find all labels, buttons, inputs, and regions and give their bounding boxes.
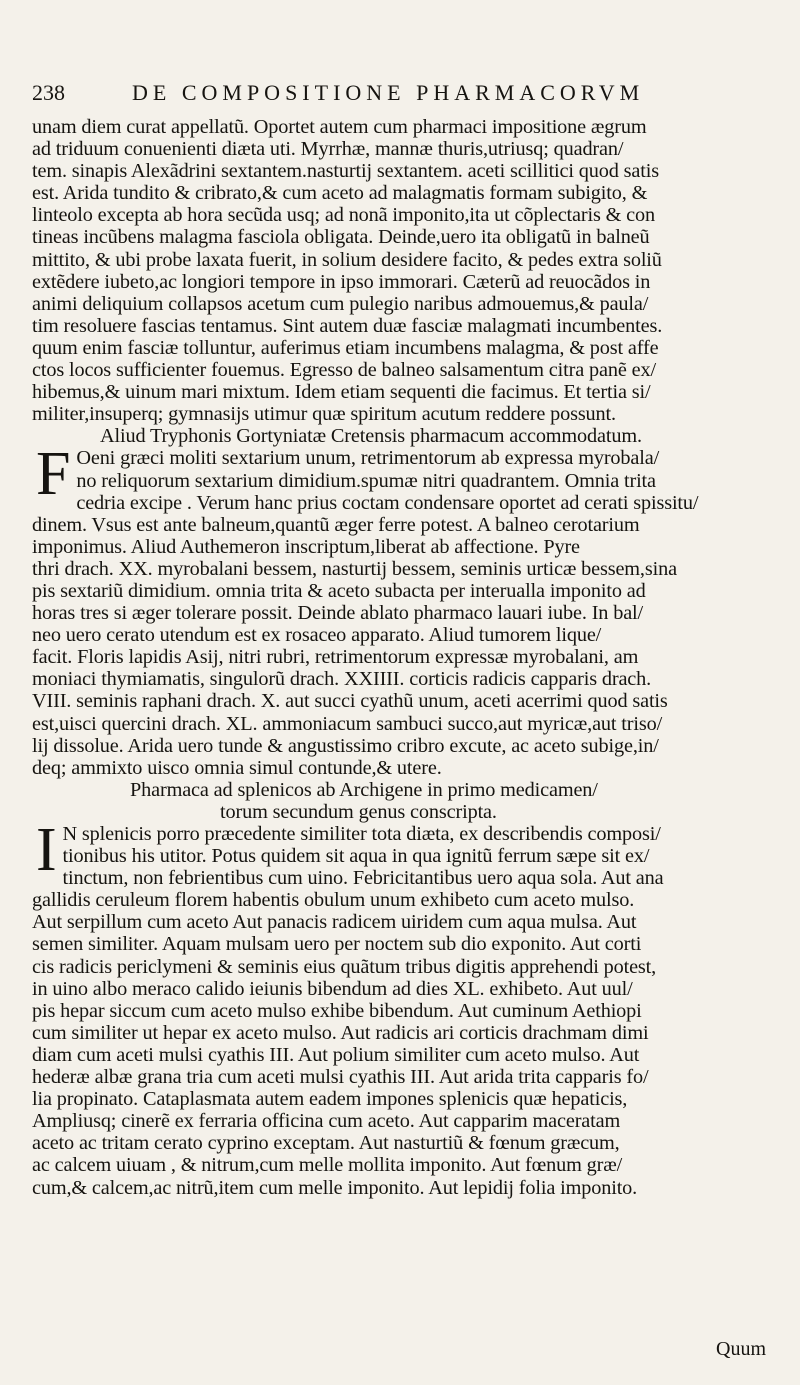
text-line: cis radicis periclymeni & seminis eius quãtum tribus digitis apprehendi potest, — [32, 955, 657, 978]
text-line: thri drach. XX. myrobalani bessem, nasturtij bessem, seminis urticæ bessem,sina — [32, 557, 677, 580]
text-line: N splenicis porro præcedente similiter tota diæta, ex describendis composi/ — [62, 823, 661, 845]
text-line: linteolo excepta ab hora secũda usq; ad nonã imponito,ita ut cõplectaris & con — [32, 204, 656, 227]
paragraph-splenic-remedies — [32, 867, 770, 1198]
text-line: Oeni græci moliti sextarium unum, retrimentorum ab expressa myrobala/ — [76, 447, 660, 470]
text-line: est,uisci quercini drach. XL. ammoniacum sambuci succo,aut myricæ,aut triso/ — [32, 712, 663, 735]
page-number: 238 — [32, 80, 65, 105]
text-line: pis sextariũ dimidium. omnia trita & aceto subacta per interualla imponito ad — [32, 579, 646, 602]
text-line: ac calcem uiuam , & nitrum,cum melle mollita imponito. Aut fœnum græ/ — [32, 1154, 623, 1177]
text-line: deq; ammixto uisco omnia simul contunde,& utere. — [32, 756, 442, 779]
text-line: pis hepar siccum cum aceto mulso exhibe bibendum. Aut cuminum Aethiopi — [32, 999, 642, 1022]
text-line: lij dissolue. Arida uero tunde & angustissimo cribro excute, ac aceto subige,in/ — [32, 734, 659, 757]
catchword: Quum — [716, 1338, 766, 1360]
text-line: militer,insuperq; gymnasijs utimur quæ spiritum acutum reddere possunt. — [32, 403, 616, 426]
text-line: horas tres si æger tolerare possit. Deinde ablato pharmaco lauari iube. In bal/ — [32, 602, 644, 625]
text-line: VIII. seminis raphani drach. X. aut succi cyathũ unum, aceti acerrimi quod satis — [32, 690, 668, 713]
section-heading-archigenes: Pharmaca ad splenicos ab Archigene in primo medicamen/ — [130, 778, 598, 801]
running-head — [32, 80, 770, 106]
text-line: animi deliquium collapsos acetum cum pulegio naribus admouemus,& paula/ — [32, 292, 649, 315]
text-line: cum,& calcem,ac nitrũ,item cum melle imponito. Aut lepidij folia imponito. — [32, 1176, 638, 1199]
text-line: cum similiter ut hepar ex aceto mulso. Aut radicis ari corticis drachmam dimi — [32, 1021, 649, 1044]
text-line: diam cum aceti mulsi cyathis III. Aut polium similiter cum aceto mulso. Aut — [32, 1043, 640, 1066]
text-line: dinem. Vsus est ante balneum,quantũ æger ferre potest. A balneo cerotarium — [32, 513, 640, 536]
text-line: moniaci thymiamatis, singulorũ drach. XXIIII. corticis radicis capparis drach. — [32, 668, 652, 691]
text-line: tim resoluere fascias tentamus. Sint autem duæ fasciæ malagmati incumbentes. — [32, 314, 663, 337]
drop-cap-lines — [63, 823, 771, 867]
text-line: mittito, & ubi probe laxata fuerit, in solium desidere facito, & pedes extra soliũ — [32, 248, 662, 271]
paragraph-remedies — [32, 492, 770, 779]
text-line: quum enim fasciæ tolluntur, auferimus etiam incumbens malagma, & post affe — [32, 336, 659, 359]
running-title: DE COMPOSITIONE PHARMACORVM — [132, 80, 645, 105]
text-line: lia propinato. Cataplasmata autem eadem impones splenicis quæ hepaticis, — [32, 1088, 628, 1111]
text-line: hederæ albæ grana tria cum aceti mulsi cyathis III. Aut arida trita capparis fo/ — [32, 1066, 649, 1089]
text-line: facit. Floris lapidis Asij, nitri rubri, retrimentorum expressæ myrobalani, am — [32, 646, 639, 669]
text-line: in uino albo meraco calido ieiunis bibendum ad dies XL. exhibeto. Aut uul/ — [32, 977, 633, 1000]
text-line: tineas incũbens malagma fasciola obligata. Deinde,uero ita obligatũ in balneũ — [32, 226, 650, 249]
drop-capital-i: I — [36, 816, 57, 884]
text-line: est. Arida tundito & cribrato,& cum aceto ad malagmatis formam subigito, & — [32, 182, 648, 205]
text-line: neo uero cerato utendum est ex rosaceo apparato. Aliud tumorem lique/ — [32, 624, 602, 647]
paragraph-intro — [32, 116, 770, 425]
text-line: tem. sinapis Alexãdrini sextantem.nasturtij sextantem. aceti scillitici quod satis — [32, 160, 659, 183]
section-heading-archigenes-cont: torum secundum genus conscripta. — [220, 800, 497, 823]
drop-cap-lines — [76, 447, 770, 491]
text-line: cedria excipe . Verum hanc prius coctam condensare oportet ad cerati spissitu/ — [76, 491, 699, 514]
text-line: extẽdere iubeto,ac longiori tempore in ipso immorari. Cæterũ ad reuocãdos in — [32, 270, 651, 293]
text-line: Ampliusq; cinerẽ ex ferraria officina cum aceto. Aut capparim maceratam — [32, 1110, 621, 1133]
text-line: ctos locos sufficienter fouemus. Egresso de balneo salsamentum citra panẽ ex/ — [32, 359, 656, 382]
text-line: tionibus his utitor. Potus quidem sit aqua in qua ignitũ ferrum sæpe sit ex/ — [62, 845, 650, 868]
text-line: imponimus. Aliud Authemeron inscriptum,liberat ab affectione. Pyre — [32, 535, 580, 558]
drop-capital-f: F — [36, 440, 71, 509]
text-line: gallidis ceruleum florem habentis obulum unum exhibeto cum aceto mulso. — [32, 889, 635, 912]
body-text — [32, 116, 770, 1199]
text-line: no reliquorum sextarium dimidium.spumæ nitri quadrantem. Omnia trita — [76, 469, 656, 492]
text-line: semen similiter. Aquam mulsam uero per noctem sub dio exponito. Aut corti — [32, 933, 642, 956]
text-line: tinctum, non febrientibus cum uino. Febricitantibus uero aqua sola. Aut ana — [62, 867, 664, 890]
text-line: hibemus,& uinum mari mixtum. Idem etiam sequenti die facimus. Et tertia si/ — [32, 381, 651, 404]
section-heading-tryphon: Aliud Tryphonis Gortyniatæ Cretensis pharmacum accommodatum. — [100, 425, 642, 448]
text-line: ad triduum conuenienti diæta uti. Myrrhæ, mannæ thuris,utriusq; quadran/ — [32, 138, 624, 161]
text-line: aceto ac tritam cerato cyprino exceptam. Aut nasturtiũ & fœnum græcum, — [32, 1132, 620, 1155]
text-line: unam diem curat appellatũ. Oportet autem cum pharmaci impositione ægrum — [32, 116, 647, 138]
text-line: Aut serpillum cum aceto Aut panacis radicem uiridem cum aqua mulsa. Aut — [32, 911, 637, 934]
